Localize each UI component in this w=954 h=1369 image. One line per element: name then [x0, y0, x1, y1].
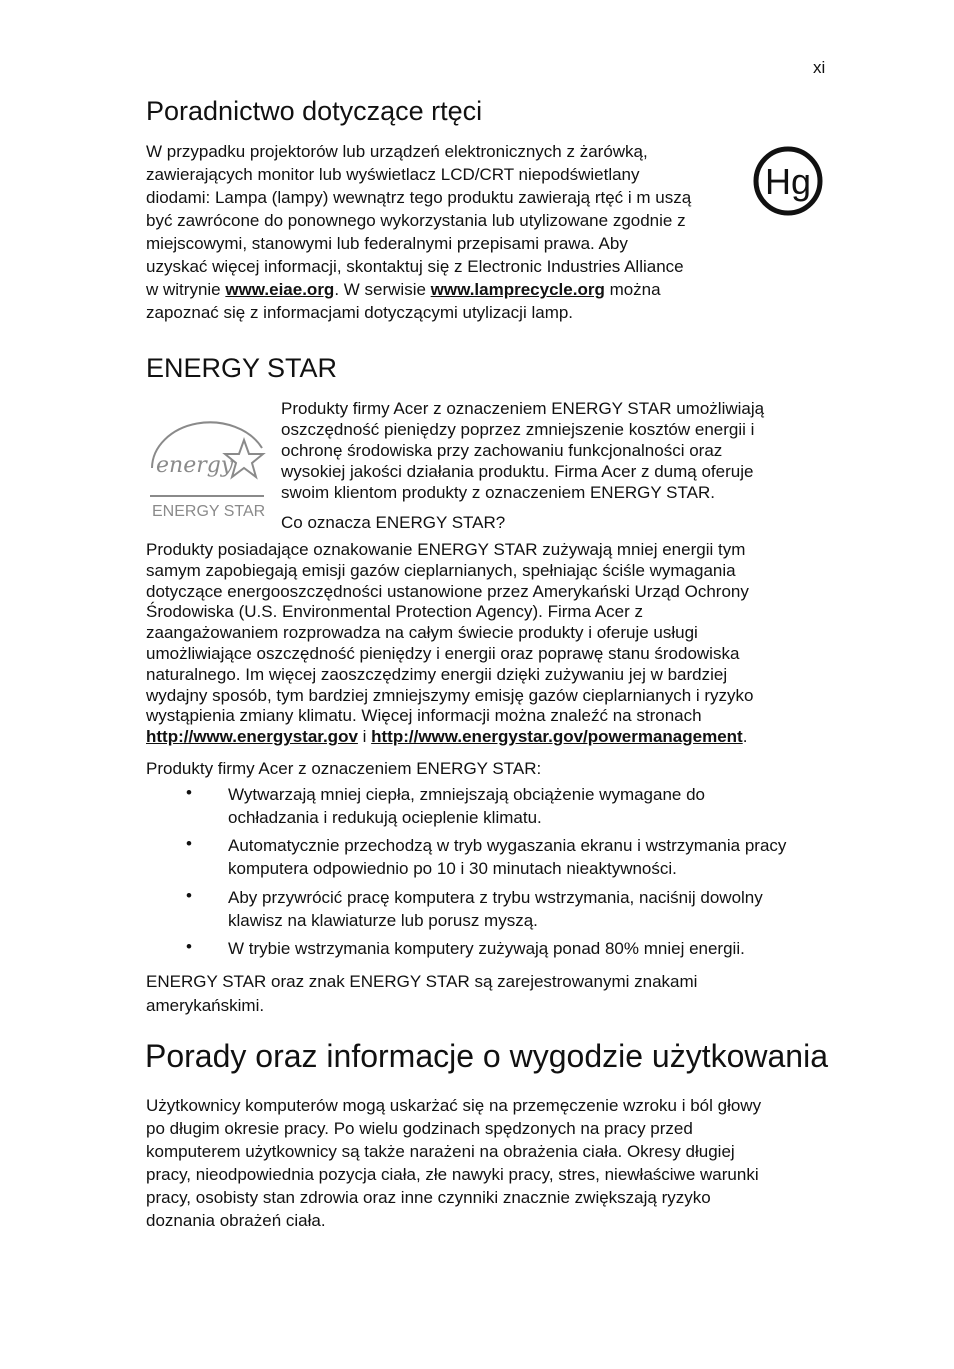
energy-script-text: energy: [156, 453, 234, 478]
text-line: zapoznać się z informacjami dotyczącymi utylizacji lamp.: [146, 303, 574, 322]
hg-symbol-text: Hg: [764, 161, 812, 202]
energy-intro: [281, 398, 764, 503]
text-line: wydajny sposób, tym bardziej zmniejszymy emisję gazów cieplarnianych i ryzyko: [146, 685, 754, 705]
text-line: po długim okresie pracy. Po wielu godzinach spędzonych na pracy przed: [146, 1119, 693, 1138]
bullet-icon: •: [186, 783, 192, 802]
energystar-gov-link[interactable]: http://www.energystar.gov: [146, 727, 358, 747]
text-line: Produkty posiadające oznakowanie ENERGY STAR zużywają mniej energii tym: [146, 540, 746, 559]
text-span: można: [604, 280, 661, 299]
text-line: [146, 727, 754, 748]
list-item: [228, 886, 763, 932]
text-line: Produkty firmy Acer z oznaczeniem ENERGY STAR umożliwiają: [281, 399, 765, 418]
text-line: W przypadku projektorów lub urządzeń elektronicznych z żarówką,: [146, 142, 648, 161]
text-line: ochronę środowiska przy zachowaniu funkcjonalności oraz: [281, 441, 723, 460]
page-number: xi: [813, 58, 826, 77]
text-line: Wytwarzają mniej ciepła, zmniejszają obciążenie wymagane do: [228, 785, 706, 804]
list-item: [228, 834, 786, 880]
text-line: oszczędność pieniędzy poprzez zmniejszenie kosztów energii i: [281, 420, 755, 439]
text-span: .: [742, 727, 748, 747]
text-line: klawisz na klawiaturze lub porusz myszą.: [228, 911, 538, 930]
text-line: doznania obrażeń ciała.: [146, 1211, 326, 1230]
text-line: ENERGY STAR oraz znak ENERGY STAR są zarejestrowanymi znakami: [146, 972, 698, 991]
eiae-link[interactable]: www.eiae.org: [225, 280, 335, 299]
trademark-note: [146, 970, 697, 1018]
energy-question: Co oznacza ENERGY STAR?: [281, 513, 506, 532]
mercury-hg-icon: [752, 145, 824, 217]
text-line: diodami: Lampa (lampy) wewnątrz tego produktu zawierają rtęć i m uszą: [146, 188, 692, 207]
comfort-paragraph: [146, 1094, 761, 1232]
text-line: Użytkownicy komputerów mogą uskarżać się na przemęczenie wzroku i ból głowy: [146, 1096, 762, 1115]
mercury-paragraph: [146, 140, 691, 324]
energy-star-heading: ENERGY STAR: [146, 353, 338, 383]
text-line: Aby przywrócić pracę komputera z trybu wstrzymania, naciśnij dowolny: [228, 888, 763, 907]
text-line: komputera odpowiednio po 10 i 30 minutach nieaktywności.: [228, 859, 677, 878]
text-line: [146, 278, 691, 301]
text-span: . W serwisie: [334, 280, 431, 299]
text-line: dotyczące energooszczędności ustanowione przez Amerykański Urząd Ochrony: [146, 581, 749, 601]
text-line: ochładzania i redukują ocieplenie klimatu.: [228, 808, 542, 827]
text-line: pracy, osobisty stan zdrowia oraz inne czynniki znacznie zwiększają ryzyko: [146, 1188, 711, 1207]
text-line: wystąpienia zmiany klimatu. Więcej informacji można znaleźć na stronach: [146, 706, 702, 726]
text-line: amerykańskimi.: [146, 996, 265, 1015]
text-line: umożliwiające oszczędność pieniędzy i energii oraz poprawę stanu środowiska: [146, 643, 740, 663]
bullet-icon: •: [186, 937, 192, 956]
list-item: [228, 937, 745, 960]
bullet-icon: •: [186, 886, 192, 905]
text-line: samym zapobiegają emisji gazów cieplarnianych, spełniając ściśle wymagania: [146, 560, 736, 580]
text-line: naturalnego. Im więcej zaoszczędzimy energii dzięki zużywaniu jej w bardziej: [146, 664, 728, 684]
text-line: uzyskać więcej informacji, skontaktuj się z Electronic Industries Alliance: [146, 257, 684, 276]
comfort-heading: Porady oraz informacje o wygodzie użytkowania: [145, 1038, 828, 1074]
text-line: W trybie wstrzymania komputery zużywają ponad 80% mniej energii.: [228, 939, 745, 958]
text-line: być zawrócone do ponownego wykorzystania lub utylizowane zgodnie z: [146, 211, 686, 230]
text-line: zaangażowaniem rozprowadza na całym świecie produkty i oferuje usługi: [146, 623, 698, 643]
energy-star-logo-icon: [146, 410, 270, 522]
text-line: wysokiej jakości działania produktu. Firma Acer z dumą oferuje: [281, 462, 754, 481]
text-line: Automatycznie przechodzą w tryb wygaszania ekranu i wstrzymania pracy: [228, 836, 787, 855]
lamprecycle-link[interactable]: www.lamprecycle.org: [430, 280, 605, 299]
text-line: Środowiska (U.S. Environmental Protection Agency). Firma Acer z: [146, 602, 643, 622]
energy-body: [146, 540, 754, 748]
text-line: komputerem użytkownicy są także narażeni na obrażenia ciała. Okresy długiej: [146, 1142, 735, 1161]
bullet-icon: •: [186, 834, 192, 853]
text-line: pracy, nieodpowiednia pozycja ciała, złe nawyki pracy, stres, niewłaściwe warunki: [146, 1165, 759, 1184]
text-span: i: [357, 727, 372, 747]
text-line: swoim klientom produkty z oznaczeniem ENERGY STAR.: [281, 483, 715, 502]
list-item: [228, 783, 705, 829]
list-intro: Produkty firmy Acer z oznaczeniem ENERGY STAR:: [146, 759, 542, 778]
powermanagement-link[interactable]: http://www.energystar.gov/powermanagement: [371, 727, 743, 747]
text-line: zawierających monitor lub wyświetlacz LCD/CRT niepodświetlany: [146, 165, 640, 184]
text-line: miejscowymi, stanowymi lub federalnymi przepisami prawa. Aby: [146, 234, 628, 253]
energy-star-logo-text: ENERGY STAR: [152, 503, 266, 520]
mercury-heading: Poradnictwo dotyczące rtęci: [146, 96, 483, 126]
text-span: w witrynie: [146, 280, 226, 299]
